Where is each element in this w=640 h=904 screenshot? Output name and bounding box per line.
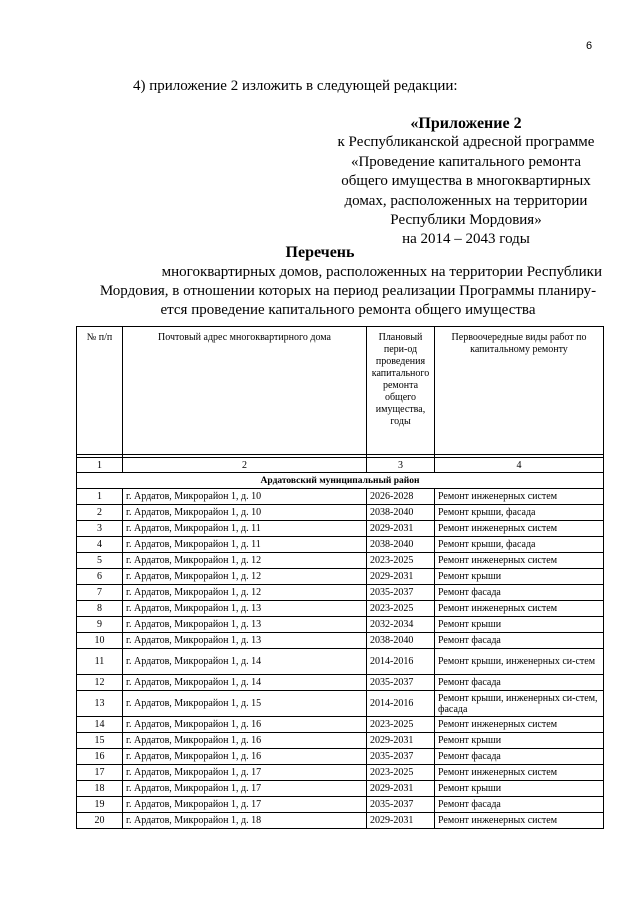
table-row: [77, 749, 604, 765]
row-number: 15: [77, 733, 123, 749]
row-address: г. Ардатов, Микрорайон 1, д. 13: [123, 601, 367, 617]
table-row: [77, 765, 604, 781]
table-row: [77, 537, 604, 553]
row-work: Ремонт крыши: [435, 617, 604, 633]
row-number: 12: [77, 675, 123, 691]
row-period: 2032-2034: [367, 617, 435, 633]
row-work: Ремонт инженерных систем: [435, 765, 604, 781]
row-work: Ремонт фасада: [435, 675, 604, 691]
appendix-line: на 2014 – 2043 годы: [402, 231, 530, 248]
appendix-line: к Республиканской адресной программе: [337, 134, 595, 151]
row-work: Ремонт крыши, фасада: [435, 537, 604, 553]
column-number: 1: [77, 458, 123, 473]
row-number: 11: [77, 649, 123, 675]
list-subheading: [88, 263, 608, 320]
row-period: 2035-2037: [367, 749, 435, 765]
row-period: 2029-2031: [367, 813, 435, 829]
header-address: Почтовый адрес многоквартирного дома: [123, 327, 367, 455]
row-period: 2038-2040: [367, 505, 435, 521]
row-address: г. Ардатов, Микрорайон 1, д. 11: [123, 521, 367, 537]
row-period: 2029-2031: [367, 733, 435, 749]
row-number: 18: [77, 781, 123, 797]
row-address: г. Ардатов, Микрорайон 1, д. 16: [123, 749, 367, 765]
table-row: [77, 781, 604, 797]
list-heading: Перечень: [285, 244, 355, 261]
row-address: г. Ардатов, Микрорайон 1, д. 12: [123, 553, 367, 569]
column-number-row: [77, 458, 604, 473]
row-period: 2023-2025: [367, 553, 435, 569]
row-number: 1: [77, 489, 123, 505]
appendix-title: «Приложение 2: [410, 115, 522, 132]
row-number: 2: [77, 505, 123, 521]
table-row: [77, 813, 604, 829]
row-period: 2023-2025: [367, 765, 435, 781]
district-name: Ардатовский муниципальный район: [77, 473, 604, 489]
row-number: 9: [77, 617, 123, 633]
houses-table: [76, 326, 604, 829]
header-work: Первоочередные виды работ по капитальному ремонту: [435, 327, 604, 455]
table-header-row: [77, 327, 604, 455]
row-period: 2035-2037: [367, 585, 435, 601]
row-work: Ремонт фасада: [435, 633, 604, 649]
row-address: г. Ардатов, Микрорайон 1, д. 17: [123, 781, 367, 797]
row-work: Ремонт крыши, инженерных си-стем, фасада: [435, 691, 604, 717]
row-work: Ремонт инженерных систем: [435, 717, 604, 733]
row-address: г. Ардатов, Микрорайон 1, д. 10: [123, 489, 367, 505]
row-work: Ремонт фасада: [435, 749, 604, 765]
row-period: 2038-2040: [367, 537, 435, 553]
row-work: Ремонт крыши, фасада: [435, 505, 604, 521]
header-num: № п/п: [77, 327, 123, 455]
table-row: [77, 717, 604, 733]
row-work: Ремонт инженерных систем: [435, 601, 604, 617]
page-number: 6: [586, 40, 593, 52]
intro-paragraph: 4) приложение 2 изложить в следующей редакции:: [133, 78, 458, 94]
row-number: 6: [77, 569, 123, 585]
row-address: г. Ардатов, Микрорайон 1, д. 11: [123, 537, 367, 553]
subheading-line: Мордовия, в отношении которых на период реализации Программы планиру-: [99, 283, 597, 299]
row-address: г. Ардатов, Микрорайон 1, д. 12: [123, 585, 367, 601]
table-row: [77, 553, 604, 569]
row-period: 2014-2016: [367, 649, 435, 675]
row-period: 2026-2028: [367, 489, 435, 505]
table-row: [77, 733, 604, 749]
appendix-line: общего имущества в многоквартирных: [341, 173, 591, 190]
table-row: [77, 569, 604, 585]
row-address: г. Ардатов, Микрорайон 1, д. 18: [123, 813, 367, 829]
row-work: Ремонт инженерных систем: [435, 521, 604, 537]
row-address: г. Ардатов, Микрорайон 1, д. 16: [123, 717, 367, 733]
row-work: Ремонт крыши: [435, 781, 604, 797]
header-period: Плановый пери-од проведения капитального ремонта общего имущества, годы: [367, 327, 435, 455]
row-address: г. Ардатов, Микрорайон 1, д. 13: [123, 617, 367, 633]
row-number: 10: [77, 633, 123, 649]
appendix-line: Республики Мордовия»: [390, 212, 542, 229]
row-work: Ремонт фасада: [435, 797, 604, 813]
row-period: 2029-2031: [367, 521, 435, 537]
row-number: 17: [77, 765, 123, 781]
row-number: 13: [77, 691, 123, 717]
row-number: 14: [77, 717, 123, 733]
row-period: 2038-2040: [367, 633, 435, 649]
table-row: [77, 505, 604, 521]
appendix-block: [300, 114, 632, 250]
row-address: г. Ардатов, Микрорайон 1, д. 10: [123, 505, 367, 521]
column-number: 2: [123, 458, 367, 473]
row-address: г. Ардатов, Микрорайон 1, д. 17: [123, 765, 367, 781]
row-work: Ремонт фасада: [435, 585, 604, 601]
district-row: [77, 473, 604, 489]
row-work: Ремонт крыши: [435, 733, 604, 749]
row-address: г. Ардатов, Микрорайон 1, д. 14: [123, 675, 367, 691]
table-body: [77, 489, 604, 829]
row-period: 2035-2037: [367, 675, 435, 691]
row-number: 19: [77, 797, 123, 813]
appendix-line: домах, расположенных на территории: [344, 192, 588, 209]
subheading-line: многоквартирных домов, расположенных на территории Республики: [161, 264, 602, 280]
row-period: 2014-2016: [367, 691, 435, 717]
row-number: 5: [77, 553, 123, 569]
subheading-line: ется проведение капитального ремонта общего имущества: [160, 302, 536, 318]
table-row: [77, 521, 604, 537]
row-address: г. Ардатов, Микрорайон 1, д. 15: [123, 691, 367, 717]
row-address: г. Ардатов, Микрорайон 1, д. 16: [123, 733, 367, 749]
column-number: 3: [367, 458, 435, 473]
row-work: Ремонт крыши, инженерных си-стем: [435, 649, 604, 675]
row-work: Ремонт инженерных систем: [435, 813, 604, 829]
row-number: 7: [77, 585, 123, 601]
column-number: 4: [435, 458, 604, 473]
row-address: г. Ардатов, Микрорайон 1, д. 17: [123, 797, 367, 813]
table-row: [77, 585, 604, 601]
table-row: [77, 675, 604, 691]
row-number: 4: [77, 537, 123, 553]
row-period: 2029-2031: [367, 781, 435, 797]
row-number: 20: [77, 813, 123, 829]
appendix-line: «Проведение капитального ремонта: [350, 153, 582, 170]
row-period: 2023-2025: [367, 601, 435, 617]
table-row: [77, 617, 604, 633]
row-address: г. Ардатов, Микрорайон 1, д. 14: [123, 649, 367, 675]
table-row: [77, 691, 604, 717]
row-work: Ремонт крыши: [435, 569, 604, 585]
row-period: 2029-2031: [367, 569, 435, 585]
row-address: г. Ардатов, Микрорайон 1, д. 12: [123, 569, 367, 585]
table-row: [77, 633, 604, 649]
row-work: Ремонт инженерных систем: [435, 553, 604, 569]
table-row: [77, 797, 604, 813]
table-row: [77, 601, 604, 617]
row-number: 3: [77, 521, 123, 537]
row-work: Ремонт инженерных систем: [435, 489, 604, 505]
table-row: [77, 489, 604, 505]
row-number: 8: [77, 601, 123, 617]
table-row: [77, 649, 604, 675]
row-period: 2035-2037: [367, 797, 435, 813]
row-period: 2023-2025: [367, 717, 435, 733]
row-address: г. Ардатов, Микрорайон 1, д. 13: [123, 633, 367, 649]
row-number: 16: [77, 749, 123, 765]
